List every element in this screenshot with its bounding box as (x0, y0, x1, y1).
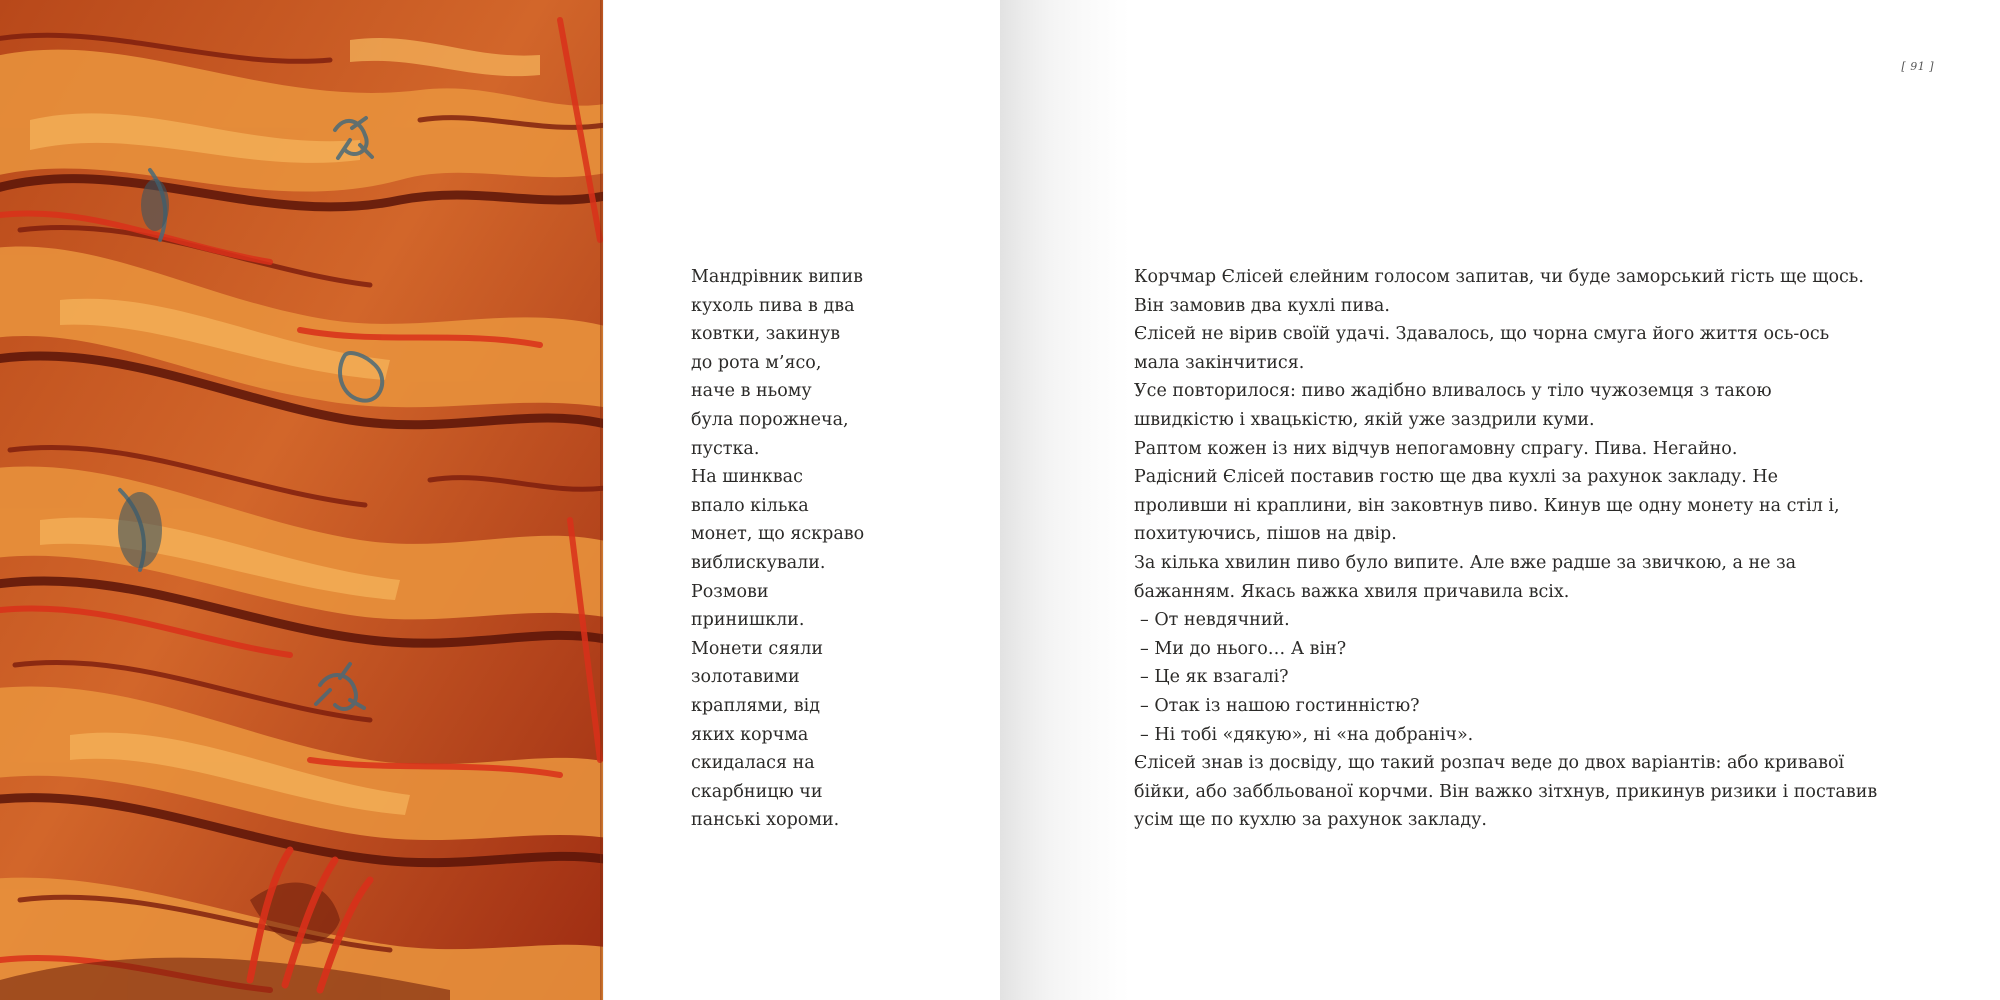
poem-line: скарбницю чи (691, 781, 823, 802)
poem-line: впало кілька (691, 495, 809, 516)
poem-line: краплями, від (691, 695, 821, 716)
poem-text (691, 263, 941, 835)
prose-line: проливши ні краплини, він заковтнув пиво. Кинув ще одну монету на стіл і, (1134, 495, 1840, 516)
prose-line: Корчмар Єлісей єлейним голосом запитав, чи буде заморський гість ще щось. (1134, 267, 1864, 287)
poem-line: виблискували. (691, 552, 826, 573)
dialogue-line: – Ми до нього… А він? (1140, 638, 1347, 659)
poem-line: кухоль пива в два (691, 295, 855, 316)
prose-line: мала закінчитися. (1134, 352, 1305, 373)
poem-line: монет, що яскраво (691, 524, 865, 545)
dialogue-line: – Це як взагалі? (1140, 667, 1289, 688)
poem-line: На шинквас (691, 467, 803, 488)
oil-painting-illustration (0, 0, 603, 1000)
poem-line: наче в ньому (691, 381, 812, 402)
poem-line: Розмови (691, 581, 769, 602)
dialogue-line: – Отак із нашою гостинністю? (1140, 695, 1420, 716)
prose-line: швидкістю і хвацькістю, якій уже заздрили куми. (1134, 409, 1595, 430)
prose-line: похитуючись, пішов на двір. (1134, 524, 1397, 545)
poem-line: Монети сяяли (691, 638, 824, 659)
prose-line: Він замовив два кухлі пива. (1134, 295, 1390, 316)
poem-line: ковтки, закинув (691, 324, 841, 345)
prose-text (1134, 263, 1894, 835)
poem-line: до рота м’ясо, (691, 352, 822, 373)
prose-line: усім ще по кухлю за рахунок закладу. (1134, 810, 1487, 831)
right-page (1000, 0, 2000, 1000)
prose-line: Єлісей знав із досвіду, що такий розпач веде до двох варіантів: або кривавої (1134, 753, 1845, 774)
page-number: [ 91 ] (1901, 60, 1934, 73)
poem-line: скидалася на (691, 753, 815, 774)
prose-line: Усе повторилося: пиво жадібно вливалось у тіло чужоземця з такою (1134, 381, 1772, 402)
illustration-edge (600, 0, 604, 1000)
dialogue-line: – Ні тобі «дякую», ні «на добраніч». (1140, 724, 1474, 745)
poem-line: яких корчма (691, 724, 809, 745)
poem-line: пустка. (691, 438, 760, 459)
poem-line: принишкли. (691, 610, 805, 631)
poem-line: Мандрівник випив (691, 267, 863, 287)
dialogue-line: – От невдячний. (1140, 610, 1290, 631)
prose-line: Радісний Єлісей поставив гостю ще два кухлі за рахунок закладу. Не (1134, 467, 1778, 488)
poem-line: панські хороми. (691, 810, 840, 831)
prose-line: бажанням. Якась важка хвиля причавила всіх. (1134, 581, 1570, 602)
poem-line: золотавими (691, 667, 800, 688)
prose-line: Єлісей не вірив своїй удачі. Здавалось, що чорна смуга його життя ось-ось (1134, 324, 1830, 345)
prose-line: За кілька хвилин пиво було випите. Але вже радше за звичкою, а не за (1134, 552, 1797, 573)
prose-line: бійки, або заббльованої корчми. Він важко зітхнув, прикинув ризики і поставив (1134, 781, 1878, 802)
prose-line: Раптом кожен із них відчув непогамовну спрагу. Пива. Негайно. (1134, 438, 1738, 459)
poem-line: була порожнеча, (691, 409, 849, 430)
